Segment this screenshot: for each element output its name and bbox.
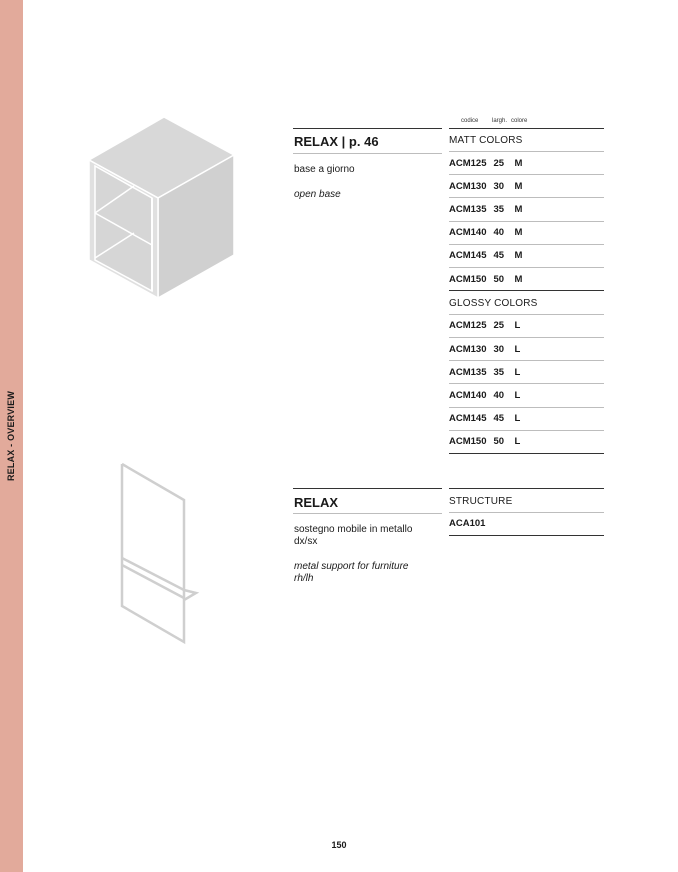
color-cell: L: [514, 344, 521, 355]
code-cell: ACM145: [449, 413, 487, 424]
group-label-glossy: GLOSSY COLORS: [449, 298, 538, 309]
description-italian-line1: sostegno mobile in metallo: [294, 524, 413, 535]
column-header-color: colore: [511, 118, 528, 124]
code-cell: ACM125: [449, 320, 487, 331]
code-cell: ACM150: [449, 436, 487, 447]
table-row: [449, 204, 522, 215]
row-divider: [449, 174, 604, 175]
width-cell: 50: [493, 436, 505, 447]
width-cell: 40: [493, 390, 505, 401]
code-cell: ACM150: [449, 274, 487, 285]
color-cell: L: [514, 320, 521, 331]
color-cell: L: [514, 367, 521, 378]
group-label-structure: STRUCTURE: [449, 496, 513, 507]
column-header-code: codice: [461, 118, 479, 124]
table-bottom-rule: [449, 535, 604, 536]
table-top-rule: [449, 128, 604, 129]
color-cell: M: [514, 227, 523, 238]
group-label-matt: MATT COLORS: [449, 135, 523, 146]
row-divider: [449, 337, 604, 338]
group-divider: [449, 290, 604, 291]
code-cell: ACM130: [449, 344, 487, 355]
description-english-line2: rh/lh: [294, 573, 314, 584]
description-italian: [294, 524, 439, 548]
color-cell: L: [514, 436, 521, 447]
title-bottom-rule: [293, 153, 442, 154]
table-row: [449, 181, 522, 192]
color-cell: M: [514, 181, 523, 192]
table-row: [449, 367, 520, 378]
color-cell: L: [514, 390, 521, 401]
width-cell: 35: [493, 367, 505, 378]
code-cell: ACA101: [449, 518, 486, 529]
table-row: [449, 158, 522, 169]
table-row: [449, 227, 522, 238]
product-title: RELAX: [294, 495, 339, 510]
table-row: [449, 344, 520, 355]
row-divider: [449, 383, 604, 384]
width-cell: 30: [493, 344, 505, 355]
width-cell: 25: [493, 320, 505, 331]
description-italian-line2: dx/sx: [294, 536, 318, 547]
title-top-rule: [293, 488, 442, 489]
row-divider: [449, 221, 604, 222]
code-cell: ACM145: [449, 250, 487, 261]
code-cell: ACM130: [449, 181, 487, 192]
table-row: [449, 250, 522, 261]
width-cell: 45: [493, 250, 505, 261]
row-divider: [449, 244, 604, 245]
row-divider: [449, 407, 604, 408]
column-header-width: largh.: [492, 118, 508, 124]
width-cell: 30: [493, 181, 505, 192]
table-row: [449, 320, 520, 331]
row-divider: [449, 151, 604, 152]
code-cell: ACM135: [449, 367, 487, 378]
color-cell: M: [514, 158, 523, 169]
table-row: [449, 413, 520, 424]
code-cell: ACM135: [449, 204, 487, 215]
table-top-rule: [449, 488, 604, 489]
product-title: RELAX | p. 46: [294, 134, 379, 149]
description-italian: base a giorno: [294, 164, 355, 175]
table-row: [449, 436, 520, 447]
description-english: [294, 561, 439, 585]
row-divider: [449, 314, 604, 315]
code-cell: ACM125: [449, 158, 487, 169]
code-cell: ACM140: [449, 390, 487, 401]
row-divider: [449, 197, 604, 198]
color-cell: L: [514, 413, 521, 424]
section-label: RELAX - OVERVIEW: [6, 390, 16, 482]
row-divider: [449, 430, 604, 431]
row-divider: [449, 360, 604, 361]
title-bottom-rule: [293, 513, 442, 514]
color-cell: M: [514, 250, 523, 261]
width-cell: 35: [493, 204, 505, 215]
page-number: 150: [331, 840, 347, 850]
row-divider: [449, 267, 604, 268]
color-cell: M: [514, 204, 523, 215]
metal-support-illustration: [118, 460, 202, 646]
width-cell: 50: [493, 274, 505, 285]
width-cell: 45: [493, 413, 505, 424]
open-base-cabinet-illustration: [86, 115, 238, 301]
table-row: [449, 390, 520, 401]
description-english-line1: metal support for furniture: [294, 561, 409, 572]
width-cell: 25: [493, 158, 505, 169]
table-row: [449, 518, 485, 529]
title-top-rule: [293, 128, 442, 129]
table-bottom-rule: [449, 453, 604, 454]
width-cell: 40: [493, 227, 505, 238]
side-bar: [0, 0, 23, 872]
color-cell: M: [514, 274, 523, 285]
row-divider: [449, 512, 604, 513]
table-row: [449, 274, 522, 285]
description-english: open base: [294, 189, 341, 200]
code-cell: ACM140: [449, 227, 487, 238]
